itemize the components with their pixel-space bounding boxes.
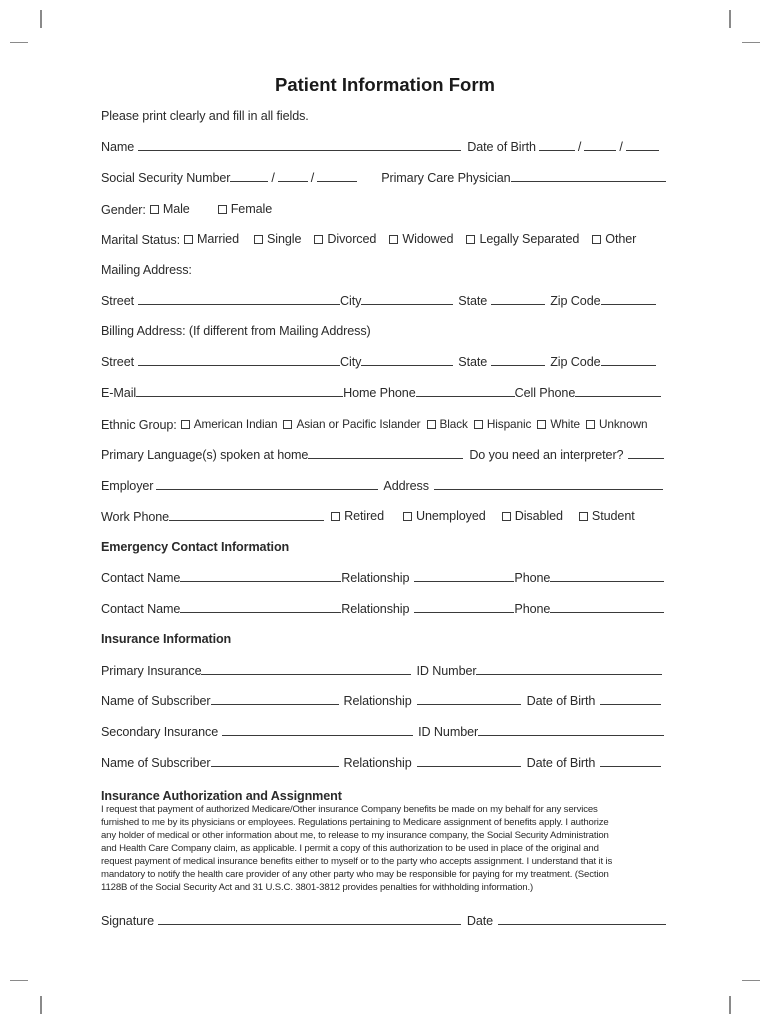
employer-address-label: Address [383,479,429,493]
employer-label: Employer [101,479,154,493]
contact-row [101,385,666,401]
gender-female-option[interactable]: Female [218,201,272,217]
language-row [101,447,666,463]
subscriber-relationship-field[interactable] [417,755,521,767]
gender-label: Gender: [101,202,146,217]
mailing-street-row [101,293,666,309]
language-field[interactable] [308,447,463,459]
ssn-row: Social Security Number / / Primary Care Physician [101,170,666,186]
checkbox[interactable] [283,420,292,429]
secondary-insurance-row [101,724,666,740]
checkbox[interactable] [218,205,227,214]
employment-student-option[interactable]: Student [579,508,635,524]
subscriber-dob-field[interactable] [600,693,661,705]
ssn-part3-field[interactable] [317,170,357,182]
billing-zip-field[interactable] [601,354,656,366]
emergency-contact-row [101,570,666,586]
primary-insurance-field[interactable] [201,663,411,675]
billing-street-field[interactable] [138,354,340,366]
contact-name-label: Contact Name [101,571,181,585]
employer-row [101,478,666,494]
signature-row [101,913,666,929]
billing-state-field[interactable] [491,354,545,366]
contact-relationship-field[interactable] [414,570,514,582]
emergency-heading: Emergency Contact Information [101,540,290,554]
subscriber-label: Name of Subscriber [101,694,211,708]
id-number-label: ID Number [418,725,479,739]
checkbox[interactable] [474,420,483,429]
subscriber-row [101,693,666,709]
work-phone-label: Work Phone [101,509,170,524]
state-label: State [458,294,488,308]
city-label: City [340,294,362,308]
marital-other-option[interactable]: Other [592,231,636,247]
instructions: Please print clearly and fill in all fields. [101,109,309,123]
marital-married-option[interactable]: Married [184,231,239,247]
relationship-label: Relationship [343,694,412,708]
ethnic-row [101,416,666,433]
employment-unemployed-option[interactable]: Unemployed [403,508,486,524]
checkbox[interactable] [403,512,412,521]
marital-widowed-option[interactable]: Widowed [389,231,453,247]
home-phone-label: Home Phone [343,386,416,400]
checkbox[interactable] [314,235,323,244]
mailing-street-field[interactable] [138,293,340,305]
ssn-part1-field[interactable] [230,170,268,182]
subscriber-relationship-field[interactable] [417,693,521,705]
signature-date-field[interactable] [498,913,666,925]
authorization-line: 1128B of the Social Security Act and 31 U.S.C. 3801-3812 provides penalties for withholding information.) [101,882,534,893]
checkbox[interactable] [592,235,601,244]
checkbox[interactable] [586,420,595,429]
work-phone-field[interactable] [169,509,324,521]
dob-month-field[interactable] [539,139,575,151]
name-label: Name [101,140,135,154]
checkbox[interactable] [579,512,588,521]
page-title: Patient Information Form [275,74,495,95]
secondary-insurance-field[interactable] [222,724,413,736]
dob-label: Date of Birth [467,140,536,154]
zip-label: Zip Code [550,294,601,308]
contact-name-field[interactable] [180,601,341,613]
phone-label: Phone [514,602,551,616]
employment-disabled-option[interactable]: Disabled [502,508,563,524]
marital-separated-option[interactable]: Legally Separated [466,231,579,247]
relationship-label: Relationship [341,602,410,616]
phone-label: Phone [514,571,551,585]
signature-field[interactable] [158,913,461,925]
authorization-line: I request that payment of authorized Medicare/Other insurance Company benefits be made on my behalf for any services [101,804,598,815]
checkbox[interactable] [502,512,511,521]
ethnic-black-option[interactable]: Black [427,416,468,432]
gender-male-option[interactable]: Male [150,201,190,217]
marital-label: Marital Status: [101,232,180,247]
authorization-line: mandatory to notify the health care provider of any other party who may be responsible for paying for my treatment. (Section [101,869,609,880]
crop-mark [729,10,731,28]
mailing-address-label: Mailing Address: [101,263,192,277]
cell-phone-label: Cell Phone [514,386,576,400]
ssn-part2-field[interactable] [278,170,308,182]
cell-phone-field[interactable] [575,385,661,397]
marital-row [101,231,666,248]
checkbox[interactable] [184,235,193,244]
mailing-zip-field[interactable] [601,293,656,305]
city-label: City [340,355,362,369]
street-label: Street [101,294,134,308]
authorization-line: request payment of medical insurance benefits either to myself or to the party who accepts assignment. I understand that it is [101,856,613,867]
crop-mark [40,10,42,28]
ethnic-hispanic-option[interactable]: Hispanic [474,416,531,432]
date-label: Date [466,914,494,928]
crop-mark [10,980,28,981]
billing-street-row [101,354,666,370]
crop-mark [10,42,28,43]
employer-address-field[interactable] [434,478,663,490]
secondary-insurance-label: Secondary Insurance [101,725,219,739]
checkbox[interactable] [389,235,398,244]
crop-mark [742,980,760,981]
pcp-field[interactable] [511,170,666,182]
relationship-label: Relationship [341,571,410,585]
relationship-label: Relationship [343,756,412,770]
contact-phone-field[interactable] [550,601,664,613]
name-field[interactable] [138,139,461,151]
id-number-label: ID Number [416,664,477,678]
crop-mark [40,996,42,1014]
ethnic-white-option[interactable]: White [537,416,580,432]
subscriber-field[interactable] [211,693,339,705]
crop-mark [742,42,760,43]
emergency-contact-row [101,601,666,617]
crop-mark [729,996,731,1014]
language-label: Primary Language(s) spoken at home [101,448,309,462]
interpreter-label: Do you need an interpreter? [469,448,624,462]
subscriber-dob-label: Date of Birth [526,756,596,770]
primary-insurance-label: Primary Insurance [101,664,202,678]
marital-single-option[interactable]: Single [254,231,301,247]
email-label: E-Mail [101,386,137,400]
dob-day-field[interactable] [584,139,616,151]
checkbox[interactable] [254,235,263,244]
employment-retired-option[interactable]: Retired [331,508,384,524]
name-row: Name Date of Birth / / [101,139,666,155]
checkbox[interactable] [537,420,546,429]
marital-divorced-option[interactable]: Divorced [314,231,376,247]
mailing-city-field[interactable] [361,293,453,305]
billing-address-label: Billing Address: (If different from Mailing Address) [101,324,371,338]
state-label: State [458,355,488,369]
authorization-line: furnished to me by its physicians or employees. Regulations pertaining to Medicare assignment of benefits apply. I authorize [101,817,609,828]
insurance-heading: Insurance Information [101,632,232,646]
employer-field[interactable] [156,478,378,490]
contact-name-field[interactable] [180,570,341,582]
secondary-id-field[interactable] [478,724,664,736]
authorization-text [101,803,669,894]
pcp-label: Primary Care Physician [381,171,511,185]
billing-city-field[interactable] [361,354,453,366]
authorization-line: any holder of medical or other information about me, to release to my insurance company, the Social Security Administration [101,830,609,841]
interpreter-field[interactable] [628,447,664,459]
checkbox[interactable] [181,420,190,429]
signature-label: Signature [101,914,155,928]
checkbox[interactable] [331,512,340,521]
email-field[interactable] [136,385,343,397]
ssn-label: Social Security Number [101,171,231,185]
work-phone-row [101,508,666,525]
subscriber-label: Name of Subscriber [101,756,211,770]
home-phone-field[interactable] [416,385,515,397]
subscriber-field[interactable] [211,755,339,767]
checkbox[interactable] [150,205,159,214]
ethnic-unknown-option[interactable]: Unknown [586,416,647,432]
ethnic-label: Ethnic Group: [101,417,177,432]
ethnic-american-indian-option[interactable]: American Indian [181,416,278,432]
primary-id-field[interactable] [476,663,662,675]
authorization-heading: Insurance Authorization and Assignment [101,789,342,803]
gender-row [101,201,666,218]
mailing-state-field[interactable] [491,293,545,305]
subscriber-dob-label: Date of Birth [526,694,596,708]
subscriber-dob-field[interactable] [600,755,661,767]
contact-phone-field[interactable] [550,570,664,582]
ethnic-asian-option[interactable]: Asian or Pacific Islander [283,416,420,432]
primary-insurance-row [101,663,666,679]
street-label: Street [101,355,134,369]
contact-relationship-field[interactable] [414,601,514,613]
checkbox[interactable] [466,235,475,244]
dob-year-field[interactable] [626,139,659,151]
contact-name-label: Contact Name [101,602,181,616]
authorization-line: and Health Care Company claim, as applicable. I permit a copy of this authorization to be used in place of the original and [101,843,599,854]
zip-label: Zip Code [550,355,601,369]
checkbox[interactable] [427,420,436,429]
subscriber-row [101,755,666,771]
